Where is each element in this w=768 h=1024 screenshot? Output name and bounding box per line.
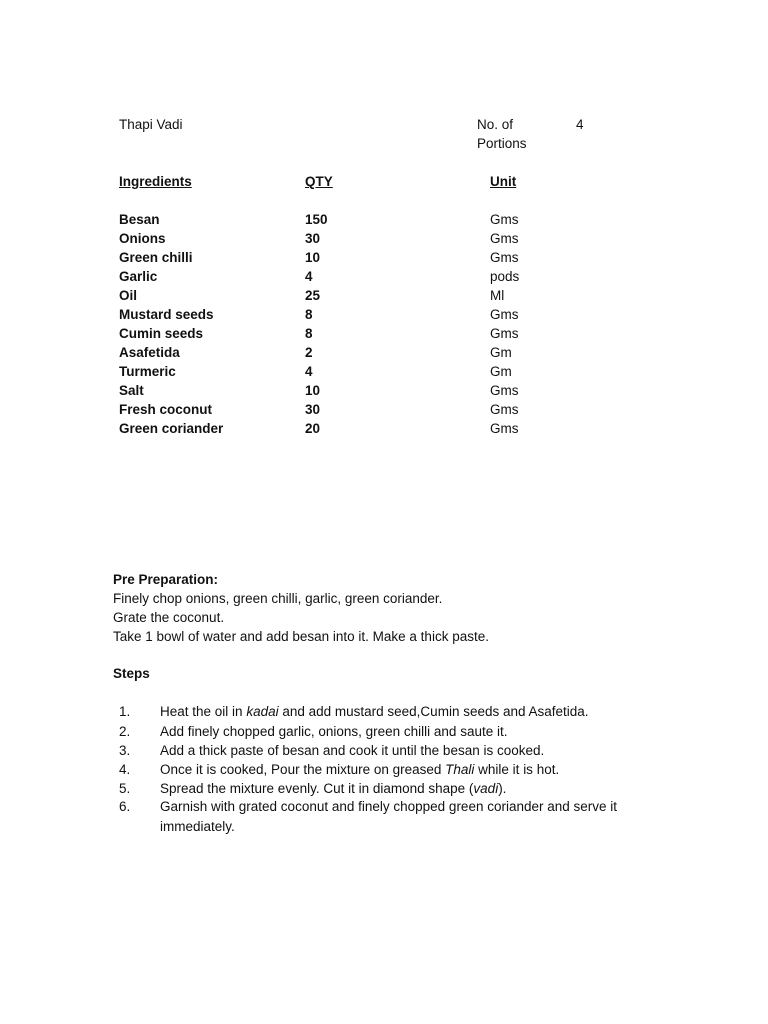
ingredient-row (0, 381, 768, 400)
step-text (160, 797, 640, 836)
ingredient-qty: 8 (305, 326, 313, 341)
ingredient-unit: pods (490, 269, 520, 284)
ingredient-qty: 30 (305, 402, 321, 417)
step-text-part: Heat the oil in (160, 704, 247, 719)
ingredient-unit: Ml (490, 288, 505, 303)
step-number: 3. (119, 743, 131, 758)
step-text (160, 702, 640, 722)
recipe-title: Thapi Vadi (119, 117, 183, 132)
unit-header: Unit (490, 174, 517, 189)
pre-preparation-line: Finely chop onions, green chilli, garlic, green coriander. (113, 591, 443, 606)
portions-value: 4 (576, 117, 584, 132)
step-text-part: ). (498, 781, 507, 796)
step-text-part: while it is hot. (474, 762, 560, 777)
step-text (160, 760, 640, 780)
ingredient-unit: Gms (490, 421, 519, 436)
ingredient-row (0, 210, 768, 229)
ingredient-unit: Gm (490, 364, 512, 379)
steps-heading: Steps (113, 666, 150, 681)
ingredient-name: Mustard seeds (119, 307, 214, 322)
pre-preparation-line: Take 1 bowl of water and add besan into it. Make a thick paste. (113, 629, 489, 644)
ingredient-unit: Gms (490, 383, 519, 398)
ingredient-qty: 4 (305, 269, 313, 284)
ingredient-qty: 30 (305, 231, 321, 246)
step-number: 1. (119, 704, 131, 719)
ingredient-qty: 4 (305, 364, 313, 379)
ingredient-name: Green chilli (119, 250, 193, 265)
ingredients-header: Ingredients (119, 174, 192, 189)
step-text-part: and add mustard seed,Cumin seeds and Asafetida. (278, 704, 589, 719)
step-number: 5. (119, 781, 131, 796)
ingredient-name: Salt (119, 383, 144, 398)
step-text-part: Spread the mixture evenly. Cut it in diamond shape ( (160, 781, 474, 796)
ingredient-row (0, 324, 768, 343)
ingredient-row (0, 248, 768, 267)
ingredient-row (0, 305, 768, 324)
ingredient-qty: 25 (305, 288, 321, 303)
ingredient-qty: 10 (305, 383, 321, 398)
ingredient-unit: Gms (490, 250, 519, 265)
step-italic-term: kadai (246, 704, 279, 719)
ingredient-unit: Gms (490, 231, 519, 246)
step-number: 6. (119, 799, 131, 814)
ingredient-row (0, 362, 768, 381)
ingredient-unit: Gms (490, 326, 519, 341)
step-italic-term: Thali (445, 762, 475, 777)
ingredient-name: Cumin seeds (119, 326, 204, 341)
ingredient-qty: 10 (305, 250, 321, 265)
ingredient-row (0, 419, 768, 438)
ingredient-row (0, 267, 768, 286)
ingredient-name: Garlic (119, 269, 158, 284)
step-text-part: Garnish with grated coconut and finely chopped green coriander and serve it immediately. (160, 799, 618, 834)
qty-header: QTY (305, 174, 333, 189)
ingredient-name: Asafetida (119, 345, 180, 360)
ingredient-name: Turmeric (119, 364, 176, 379)
step-text-part: Add finely chopped garlic, onions, green chilli and saute it. (160, 724, 508, 739)
ingredient-row (0, 400, 768, 419)
step-text (160, 779, 640, 799)
portions-label-line1: No. of (477, 117, 514, 132)
ingredient-name: Onions (119, 231, 166, 246)
ingredient-unit: Gms (490, 307, 519, 322)
ingredient-qty: 8 (305, 307, 313, 322)
step-number: 4. (119, 762, 131, 777)
step-text (160, 741, 640, 761)
ingredient-qty: 2 (305, 345, 313, 360)
ingredient-name: Green coriander (119, 421, 224, 436)
ingredient-name: Besan (119, 212, 160, 227)
ingredient-row (0, 343, 768, 362)
step-text-part: Add a thick paste of besan and cook it until the besan is cooked. (160, 743, 545, 758)
pre-preparation-line: Grate the coconut. (113, 610, 225, 625)
step-text (160, 722, 640, 742)
step-text-part: Once it is cooked, Pour the mixture on greased (160, 762, 446, 777)
ingredient-unit: Gms (490, 402, 519, 417)
ingredient-qty: 150 (305, 212, 328, 227)
ingredient-row (0, 286, 768, 305)
ingredient-qty: 20 (305, 421, 321, 436)
ingredient-unit: Gm (490, 345, 512, 360)
pre-preparation-heading: Pre Preparation: (113, 572, 219, 587)
ingredient-row (0, 229, 768, 248)
portions-label-line2: Portions (477, 136, 527, 151)
ingredient-unit: Gms (490, 212, 519, 227)
step-number: 2. (119, 724, 131, 739)
step-italic-term: vadi (473, 781, 499, 796)
ingredient-name: Oil (119, 288, 138, 303)
ingredient-name: Fresh coconut (119, 402, 213, 417)
